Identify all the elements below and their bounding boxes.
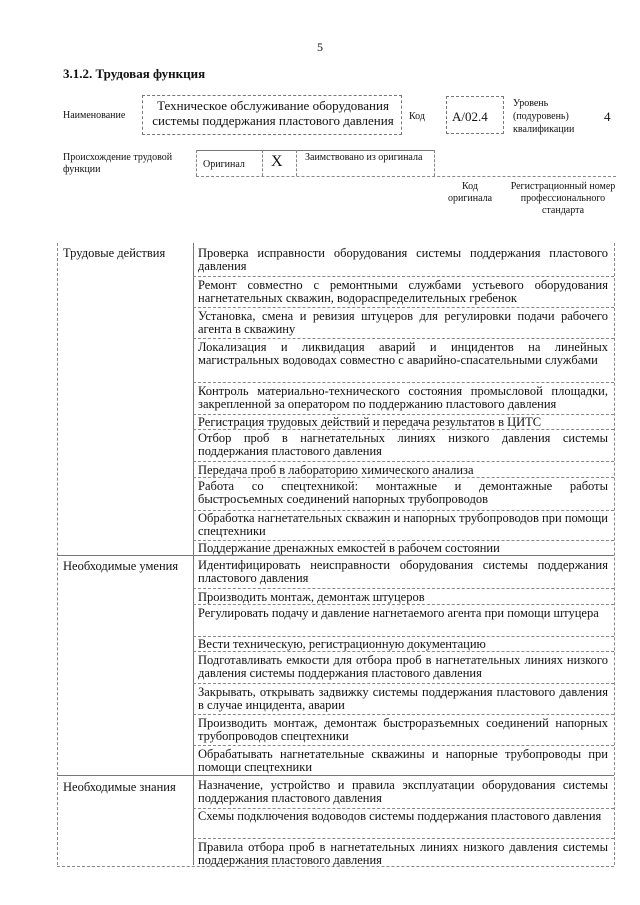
- list-item: Локализация и ликвидация аварий и инцидентов на линейных магистральных водоводах совместно с аварийно-спасательными службами: [198, 340, 608, 367]
- list-item: Контроль материально-технического состояния промысловой площадки, закрепленной за оператором по поддержанию пластового давления: [198, 384, 608, 411]
- list-item: Производить монтаж, демонтаж быстроразъемных соединений напорных трубопроводов спецтехники: [198, 716, 608, 743]
- list-item: Правила отбора проб в нагнетательных линиях низкого давления системы поддержания пластового давления: [198, 840, 608, 867]
- list-item: Подготавливать емкости для отбора проб в нагнетательных линиях низкого давления системы поддержания пластового давления: [198, 653, 608, 680]
- list-item: Производить монтаж, демонтаж штуцеров: [198, 590, 425, 604]
- code-value: А/02.4: [452, 109, 488, 124]
- code-label: Код: [409, 111, 425, 122]
- reg-number-label: Регистрационный номер профессионального стандарта: [510, 181, 616, 216]
- list-item: Вести техническую, регистрационную документацию: [198, 637, 486, 651]
- list-item: Регистрация трудовых действий и передача результатов в ЦИТС: [198, 415, 542, 429]
- borrowed-label: Заимствовано из оригинала: [305, 152, 423, 163]
- origin-label: Происхождение трудовой функции: [63, 152, 173, 175]
- list-item: Идентифицировать неисправности оборудования системы поддержания пластового давления: [198, 558, 608, 585]
- list-item: Поддержание дренажных емкостей в рабочем состоянии: [198, 541, 500, 555]
- list-item: Схемы подключения водоводов системы поддержания пластового давления: [198, 809, 602, 823]
- list-item: Закрывать, открывать задвижку системы поддержания пластового давления в случае инцидента, аварии: [198, 685, 608, 712]
- level-label: Уровень (подуровень) квалификации: [513, 98, 575, 135]
- list-item: Отбор проб в нагнетательных линиях низкого давления системы поддержания пластового давления: [198, 431, 608, 458]
- list-item: Работа со спецтехникой: монтажные и демонтажные работы быстросъемных соединений напорных трубопроводов: [198, 479, 608, 506]
- original-mark: X: [271, 153, 283, 170]
- category-required-skills: Необходимые умения: [63, 559, 179, 573]
- list-item: Передача проб в лабораторию химического анализа: [198, 463, 474, 477]
- name-label: Наименование: [63, 110, 126, 121]
- level-value: 4: [604, 109, 611, 124]
- name-value: Техническое обслуживание оборудования системы поддержания пластового давления: [152, 98, 394, 128]
- page-number: 5: [317, 40, 323, 54]
- original-label: Оригинал: [203, 159, 245, 170]
- list-item: Назначение, устройство и правила эксплуатации оборудования системы поддержания пластового давления: [198, 778, 608, 805]
- list-item: Обработка нагнетательных скважин и напорных трубопроводов при помощи спецтехники: [198, 511, 608, 538]
- code-original-label: Код оригинала: [447, 181, 493, 204]
- list-item: Проверка исправности оборудования системы поддержания пластового давления: [198, 246, 608, 273]
- list-item: Регулировать подачу и давление нагнетаемого агента при помощи штуцера: [198, 606, 599, 620]
- category-labor-actions: Трудовые действия: [63, 246, 166, 260]
- list-item: Установка, смена и ревизия штуцеров для регулировки подачи рабочего агента в скважину: [198, 309, 608, 336]
- category-required-knowledge: Необходимые знания: [63, 780, 176, 794]
- list-item: Ремонт совместно с ремонтными службами устьевого оборудования нагнетательных скважин, водораспределительных гребенок: [198, 278, 608, 305]
- section-title: 3.1.2. Трудовая функция: [63, 66, 206, 81]
- list-item: Обрабатывать нагнетательные скважины и напорные трубопроводы при помощи спецтехники: [198, 747, 608, 774]
